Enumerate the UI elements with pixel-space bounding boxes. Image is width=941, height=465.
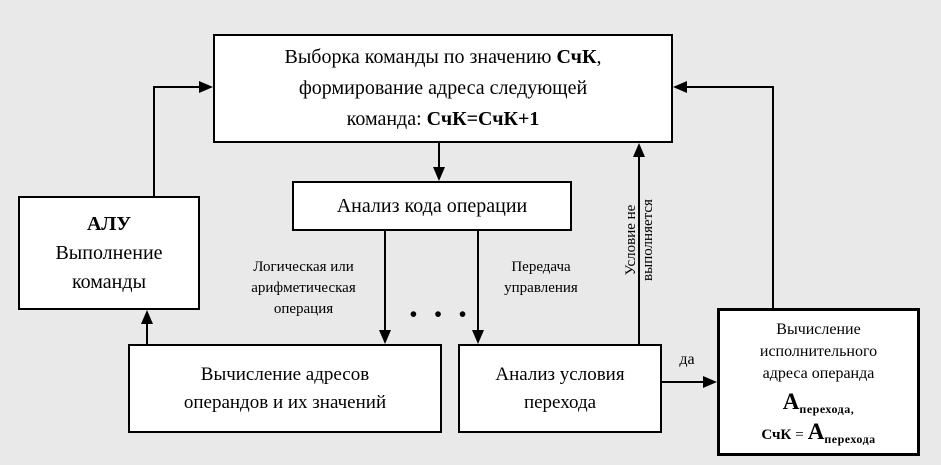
exec-a-subscript: перехода,	[799, 402, 855, 416]
arrow-branch-to-exec-line	[662, 381, 704, 383]
exec-address-box	[717, 308, 920, 456]
arrow-exec-to-fetch-hline	[686, 86, 774, 88]
alu-line-1: Выполнение	[55, 241, 163, 264]
alu-title: АЛУ	[86, 212, 132, 235]
opcode-analysis-box	[292, 181, 572, 231]
arrow-operand-to-alu-line	[146, 322, 148, 344]
arrow-alu-to-fetch-vline	[153, 86, 155, 196]
fetch-line-3	[347, 104, 540, 135]
arrow-opcode-to-operand-arrowhead	[379, 330, 391, 344]
fetch-line-3-text: команда:	[346, 108, 427, 130]
fetch-line-2: формирование адреса следующей	[298, 77, 588, 99]
arrow-branch-to-fetch-arrowhead	[633, 143, 645, 157]
arrow-alu-to-fetch-arrowhead	[199, 81, 213, 93]
arrow-branch-to-exec-arrowhead	[703, 376, 717, 388]
label-logic-arith: Логическая или арифметическая операция	[251, 259, 356, 317]
exec-equals: =	[795, 427, 804, 443]
alu-line-2: команды	[71, 270, 147, 293]
exec-a2-symbol: А	[807, 419, 825, 444]
label-condition-not-met-line2: выполняется	[640, 199, 656, 281]
operand-address-box	[128, 344, 442, 433]
exec-formula-2	[761, 419, 876, 446]
branch-condition-box	[458, 344, 662, 433]
opcode-label: Анализ кода операции	[336, 194, 528, 217]
arrow-operand-to-alu-arrowhead	[141, 310, 153, 324]
exec-formula-1	[782, 389, 855, 416]
fetch-line-1-text: Выборка команды по значению	[284, 46, 557, 68]
arrow-opcode-to-branch-line	[477, 231, 479, 332]
exec-schk: СчК	[761, 427, 792, 443]
exec-a2-subscript: перехода	[824, 432, 876, 446]
label-condition-not-met	[623, 180, 657, 300]
fetch-formula-bold: СчК=СчК+1	[426, 108, 540, 130]
fetch-schk-bold: СчК	[556, 46, 597, 68]
ellipsis-dots: • • •	[409, 302, 473, 326]
arrow-fetch-to-opcode-arrowhead	[433, 167, 445, 181]
label-condition-not-met-line1: Условие не	[623, 204, 639, 276]
label-yes: да	[679, 351, 695, 368]
exec-line-2: исполнительного	[759, 343, 878, 360]
operand-line-2: операндов и их значений	[183, 391, 387, 413]
alu-box	[18, 196, 200, 310]
branch-line-1: Анализ условия	[495, 363, 625, 385]
arrow-opcode-to-operand-line	[384, 231, 386, 332]
arrow-opcode-to-branch-arrowhead	[472, 330, 484, 344]
exec-line-3: адреса операнда	[762, 365, 875, 382]
exec-a-symbol: А	[782, 389, 800, 414]
fetch-line-1-comma: ,	[596, 46, 602, 68]
fetch-line-1	[285, 42, 602, 73]
operand-line-1: Вычисление адресов	[200, 363, 370, 385]
arrow-alu-to-fetch-hline	[153, 86, 199, 88]
label-control-transfer: Передача управления	[504, 259, 578, 296]
arrow-fetch-to-opcode-line	[438, 143, 440, 169]
arrow-exec-to-fetch-vline	[772, 86, 774, 308]
arrow-exec-to-fetch-arrowhead	[673, 81, 687, 93]
fetch-instruction-box	[213, 34, 673, 143]
exec-line-1: Вычисление	[776, 321, 861, 338]
branch-line-2: перехода	[523, 391, 597, 413]
